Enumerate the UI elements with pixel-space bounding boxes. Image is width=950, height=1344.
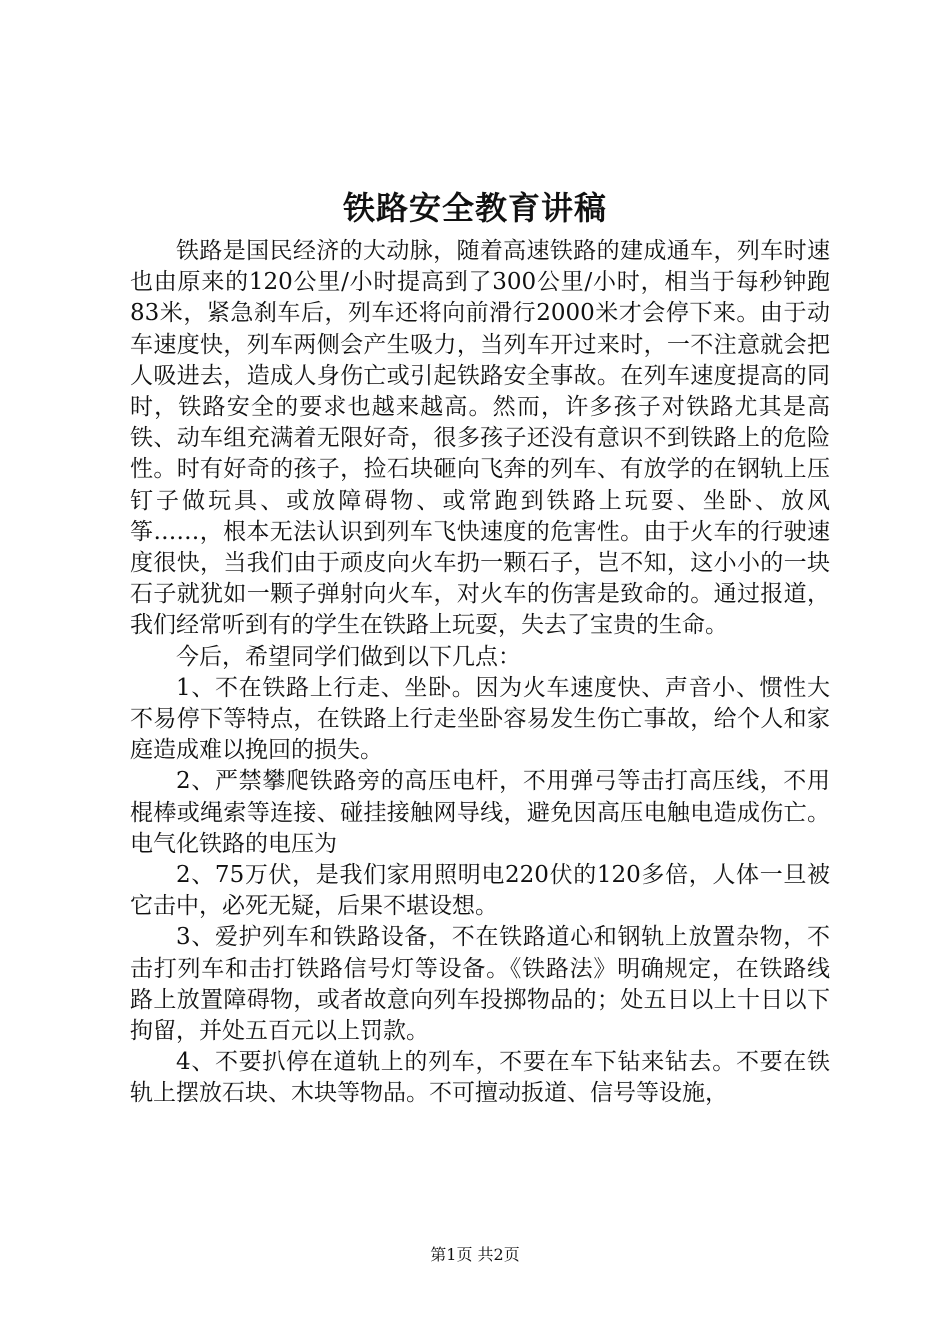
paragraph-point-2-continued: 2、75万伏，是我们家用照明电220伏的120多倍，人体一旦被它击中，必死无疑，后果不堪设想。 bbox=[130, 862, 830, 920]
document-title: 铁路安全教育讲稿 bbox=[342, 189, 607, 227]
page-number-footer: 第1页 共2页 bbox=[430, 1245, 520, 1264]
paragraph-point-4: 4、不要扒停在道轨上的列车，不要在车下钻来钻去。不要在铁轨上摆放石块、木块等物品。不可擅动扳道、信号等设施， bbox=[130, 1049, 830, 1107]
paragraph-point-3: 3、爱护列车和铁路设备，不在铁路道心和钢轨上放置杂物，不击打列车和击打铁路信号灯等设备。《铁路法》明确规定，在铁路线路上放置障碍物，或者故意向列车投掷物品的；处五日以上十日以下拘留，并处五百元以上罚款。 bbox=[130, 924, 830, 1045]
document-body bbox=[130, 236, 830, 1110]
paragraph-point-1: 1、不在铁路上行走、坐卧。因为火车速度快、声音小、惯性大不易停下等特点，在铁路上行走坐卧容易发生伤亡事故，给个人和家庭造成难以挽回的损失。 bbox=[130, 674, 830, 764]
paragraph-intro: 铁路是国民经济的大动脉，随着高速铁路的建成通车，列车时速也由原来的120公里/小时提高到了300公里/小时，相当于每秒钟跑83米，紧急刹车后，列车还将向前滑行2000米才会停下来。由于动车速度快，列车两侧会产生吸力，当列车开过来时，一不注意就会把人吸进去，造成人身伤亡或引起铁路安全事故。在列车速度提高的同时，铁路安全的要求也越来越高。然而，许多孩子对铁路尤其是高铁、动车组充满着无限好奇，很多孩子还没有意识不到铁路上的危险性。时有好奇的孩子，捡石块砸向飞奔的列车、有放学的在钢轨上压钉子做玩具、或放障碍物、或常跑到铁路上玩耍、坐卧、放风筝……，根本无法认识到列车飞快速度的危害性。由于火车的行驶速度很快，当我们由于顽皮向火车扔一颗石子，岂不知，这小小的一块石子就犹如一颗子弹射向火车，对火车的伤害是致命的。通过报道，我们经常听到有的学生在铁路上玩耍，失去了宝贵的生命。 bbox=[130, 238, 830, 639]
paragraph-point-2: 2、严禁攀爬铁路旁的高压电杆，不用弹弓等击打高压线，不用棍棒或绳索等连接、碰挂接触网导线，避免因高压电触电造成伤亡。电气化铁路的电压为 bbox=[130, 768, 830, 857]
paragraph-lead-in: 今后，希望同学们做到以下几点： bbox=[176, 643, 521, 670]
